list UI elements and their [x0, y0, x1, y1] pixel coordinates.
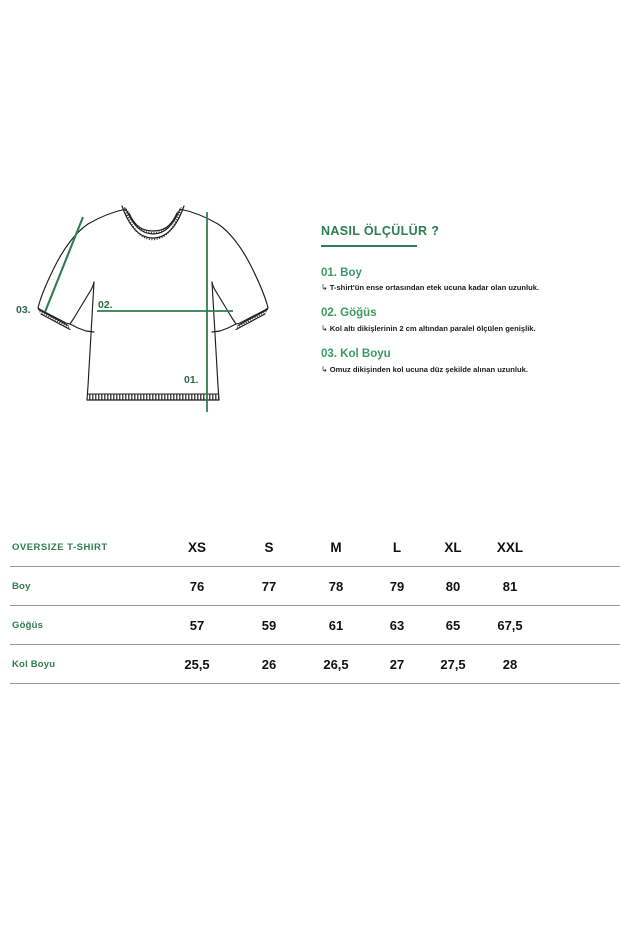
guide-item-heading: 01. Boy: [321, 266, 362, 279]
row-spacer: [540, 645, 620, 684]
row-spacer: [540, 567, 620, 606]
tshirt-illustration: [8, 182, 298, 432]
cell-gogus-s: 59: [234, 606, 304, 645]
guide-description-text: T-shirt'ün ense ortasından etek ucuna kadar olan uzunluk.: [329, 283, 540, 293]
cell-kol-boyu-m: 26,5: [304, 645, 368, 684]
table-header-size-xxl: XXL: [480, 528, 540, 567]
cell-boy-xl: 80: [426, 567, 480, 606]
table-header-size-l: L: [368, 528, 426, 567]
guide-item-heading: 03. Kol Boyu: [321, 347, 391, 360]
guide-description-text: Omuz dikişinden kol ucuna düz şekilde alınan uzunluk.: [329, 364, 529, 374]
table-row: [10, 645, 620, 684]
row-spacer: [540, 606, 620, 645]
arrow-icon: ↳: [321, 324, 328, 334]
table-header-spacer: [540, 528, 620, 567]
cell-boy-xs: 76: [160, 567, 234, 606]
cell-gogus-xl: 65: [426, 606, 480, 645]
arrow-icon: ↳: [321, 364, 328, 374]
hem-stitching: [87, 394, 219, 400]
size-table-body: [10, 567, 620, 684]
table-row: [10, 567, 620, 606]
arrow-icon: ↳: [321, 283, 328, 293]
callout-sleeve: 03.: [16, 304, 31, 316]
cell-kol-boyu-xl: 27,5: [426, 645, 480, 684]
table-header-size-xs: XS: [160, 528, 234, 567]
measurement-guide: [321, 224, 603, 375]
cell-boy-m: 78: [304, 567, 368, 606]
table-header-size-s: S: [234, 528, 304, 567]
table-header-size-m: M: [304, 528, 368, 567]
cell-kol-boyu-xs: 25,5: [160, 645, 234, 684]
guide-item-sleeve: [321, 348, 603, 376]
cell-kol-boyu-xxl: 28: [480, 645, 540, 684]
cell-boy-xxl: 81: [480, 567, 540, 606]
cell-gogus-m: 61: [304, 606, 368, 645]
guide-item-chest: [321, 307, 603, 335]
guide-description-text: Kol altı dikişlerinin 2 cm altından paralel ölçülen genişlik.: [329, 324, 536, 334]
row-label-boy: Boy: [10, 567, 160, 606]
guide-item-description: [321, 283, 603, 294]
callout-length: 01.: [184, 374, 199, 386]
cell-gogus-xs: 57: [160, 606, 234, 645]
cell-boy-l: 79: [368, 567, 426, 606]
cell-boy-s: 77: [234, 567, 304, 606]
guide-item-description: [321, 324, 603, 335]
size-table: [10, 528, 620, 684]
cell-kol-boyu-l: 27: [368, 645, 426, 684]
guide-title-underline: [321, 245, 417, 247]
sleeve-guide-line: [45, 217, 83, 312]
guide-item-heading: 02. Göğüs: [321, 307, 377, 320]
table-header-label: OVERSIZE T-SHIRT: [10, 528, 160, 567]
table-row: [10, 606, 620, 645]
table-header-row: [10, 528, 620, 567]
cell-gogus-l: 63: [368, 606, 426, 645]
size-table-header: [10, 528, 620, 567]
guide-item-description: [321, 365, 603, 376]
table-header-size-xl: XL: [426, 528, 480, 567]
row-label-kol-boyu: Kol Boyu: [10, 645, 160, 684]
callout-chest: 02.: [98, 299, 113, 311]
guide-item-length: [321, 267, 603, 295]
cell-gogus-xxl: 67,5: [480, 606, 540, 645]
cell-kol-boyu-s: 26: [234, 645, 304, 684]
guide-title: NASIL ÖLÇÜLÜR ?: [321, 224, 440, 238]
row-label-gogus: Göğüs: [10, 606, 160, 645]
